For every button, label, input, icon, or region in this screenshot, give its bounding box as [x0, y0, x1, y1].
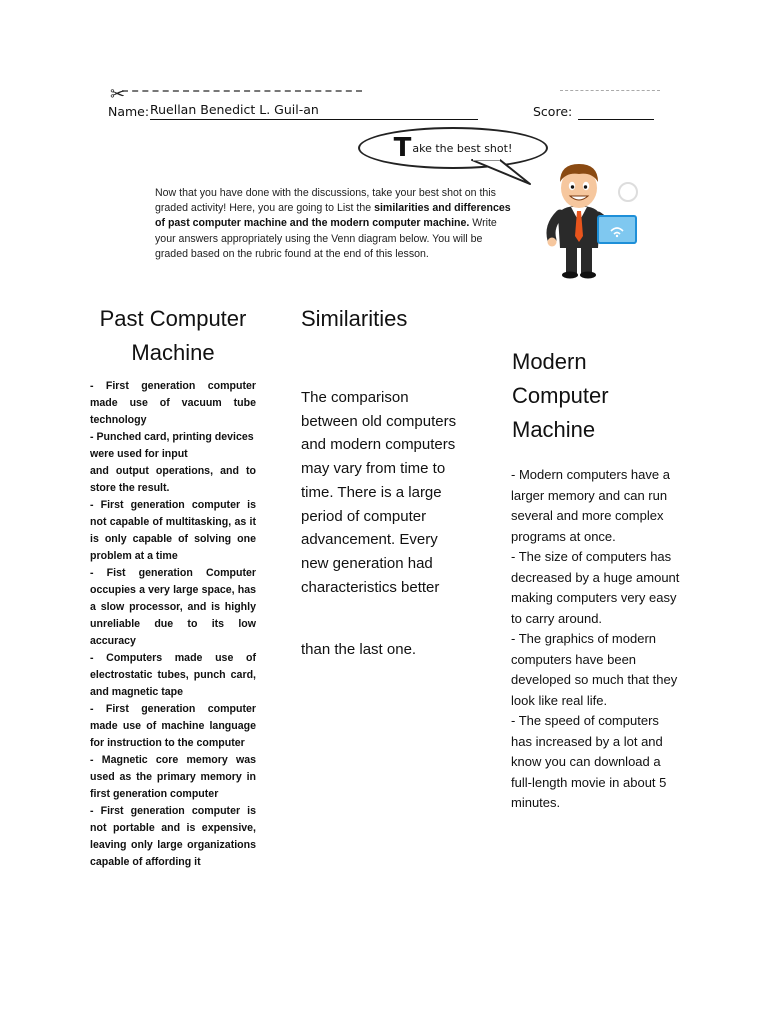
list-item: - First generation computer made use of vacuum tube technology — [90, 380, 256, 426]
list-item: and output operations, and to store the result. — [90, 465, 256, 494]
list-item: - Punched card, printing devices were used for input — [90, 431, 254, 460]
worksheet-header — [100, 84, 660, 128]
list-item: - Modern computers have a larger memory and can run several and more complex programs at once. — [511, 467, 670, 544]
list-item: - Magnetic core memory was used as the primary memory in first generation computer — [90, 754, 256, 800]
list-item: - The speed of computers has increased by a lot and know you can download a full-length movie in about 5 minutes. — [511, 713, 667, 810]
speech-bubble-tail — [470, 158, 540, 188]
similarities-text: The comparison between old computers and modern computers may vary from time to time. There is a large period of computer advancement. Every new generation had characteristics better — [301, 389, 457, 596]
past-computer-title: Past Computer Machine — [99, 306, 247, 365]
list-item: - The graphics of modern computers have been developed so much that they look like real life. — [511, 631, 678, 708]
list-item: - Fist generation Computer occupies a very large space, has a slow processor, and is highly unreliable due to its low accuracy — [90, 567, 256, 647]
list-item: - The size of computers has decreased by a huge amount making computers very easy to carry around. — [511, 549, 680, 626]
cut-line — [122, 90, 362, 92]
similarities-text-continued: than the last one. — [301, 641, 417, 658]
scissors-icon: ✂ — [110, 84, 126, 105]
name-label: Name: — [108, 104, 150, 119]
list-item: - First generation computer made use of machine language for instruction to the computer — [90, 703, 256, 749]
modern-computer-title: Modern Computer Machine — [512, 349, 609, 442]
name-field: Ruellan Benedict L. Guil-an — [150, 102, 478, 120]
modern-computer-list — [511, 465, 681, 814]
cut-line — [560, 90, 660, 91]
businessman-illustration — [536, 156, 646, 280]
similarities-title: Similarities — [301, 306, 408, 331]
list-item: - Computers made use of electrostatic tubes, punch card, and magnetic tape — [90, 652, 256, 698]
speech-bubble-text: Take the best shot! — [393, 133, 513, 163]
instructions-text: Now that you have done with the discussions, take your best shot on this graded activity! Here, you are going to List the similarities and differences of past computer machine and the modern computer machine. Write your answers appropriately using the Venn diagram below. You will be graded based on the rubric found at the end of this lesson. — [155, 187, 511, 260]
list-item: - First generation computer is not portable and is expensive, leaving only large organizations capable of affording it — [90, 805, 256, 868]
past-computer-list — [90, 378, 256, 871]
list-item: - First generation computer is not capable of multitasking, as it is only capable of solving one problem at a time — [90, 499, 256, 562]
score-label: Score: — [533, 104, 573, 119]
score-field — [578, 119, 654, 120]
